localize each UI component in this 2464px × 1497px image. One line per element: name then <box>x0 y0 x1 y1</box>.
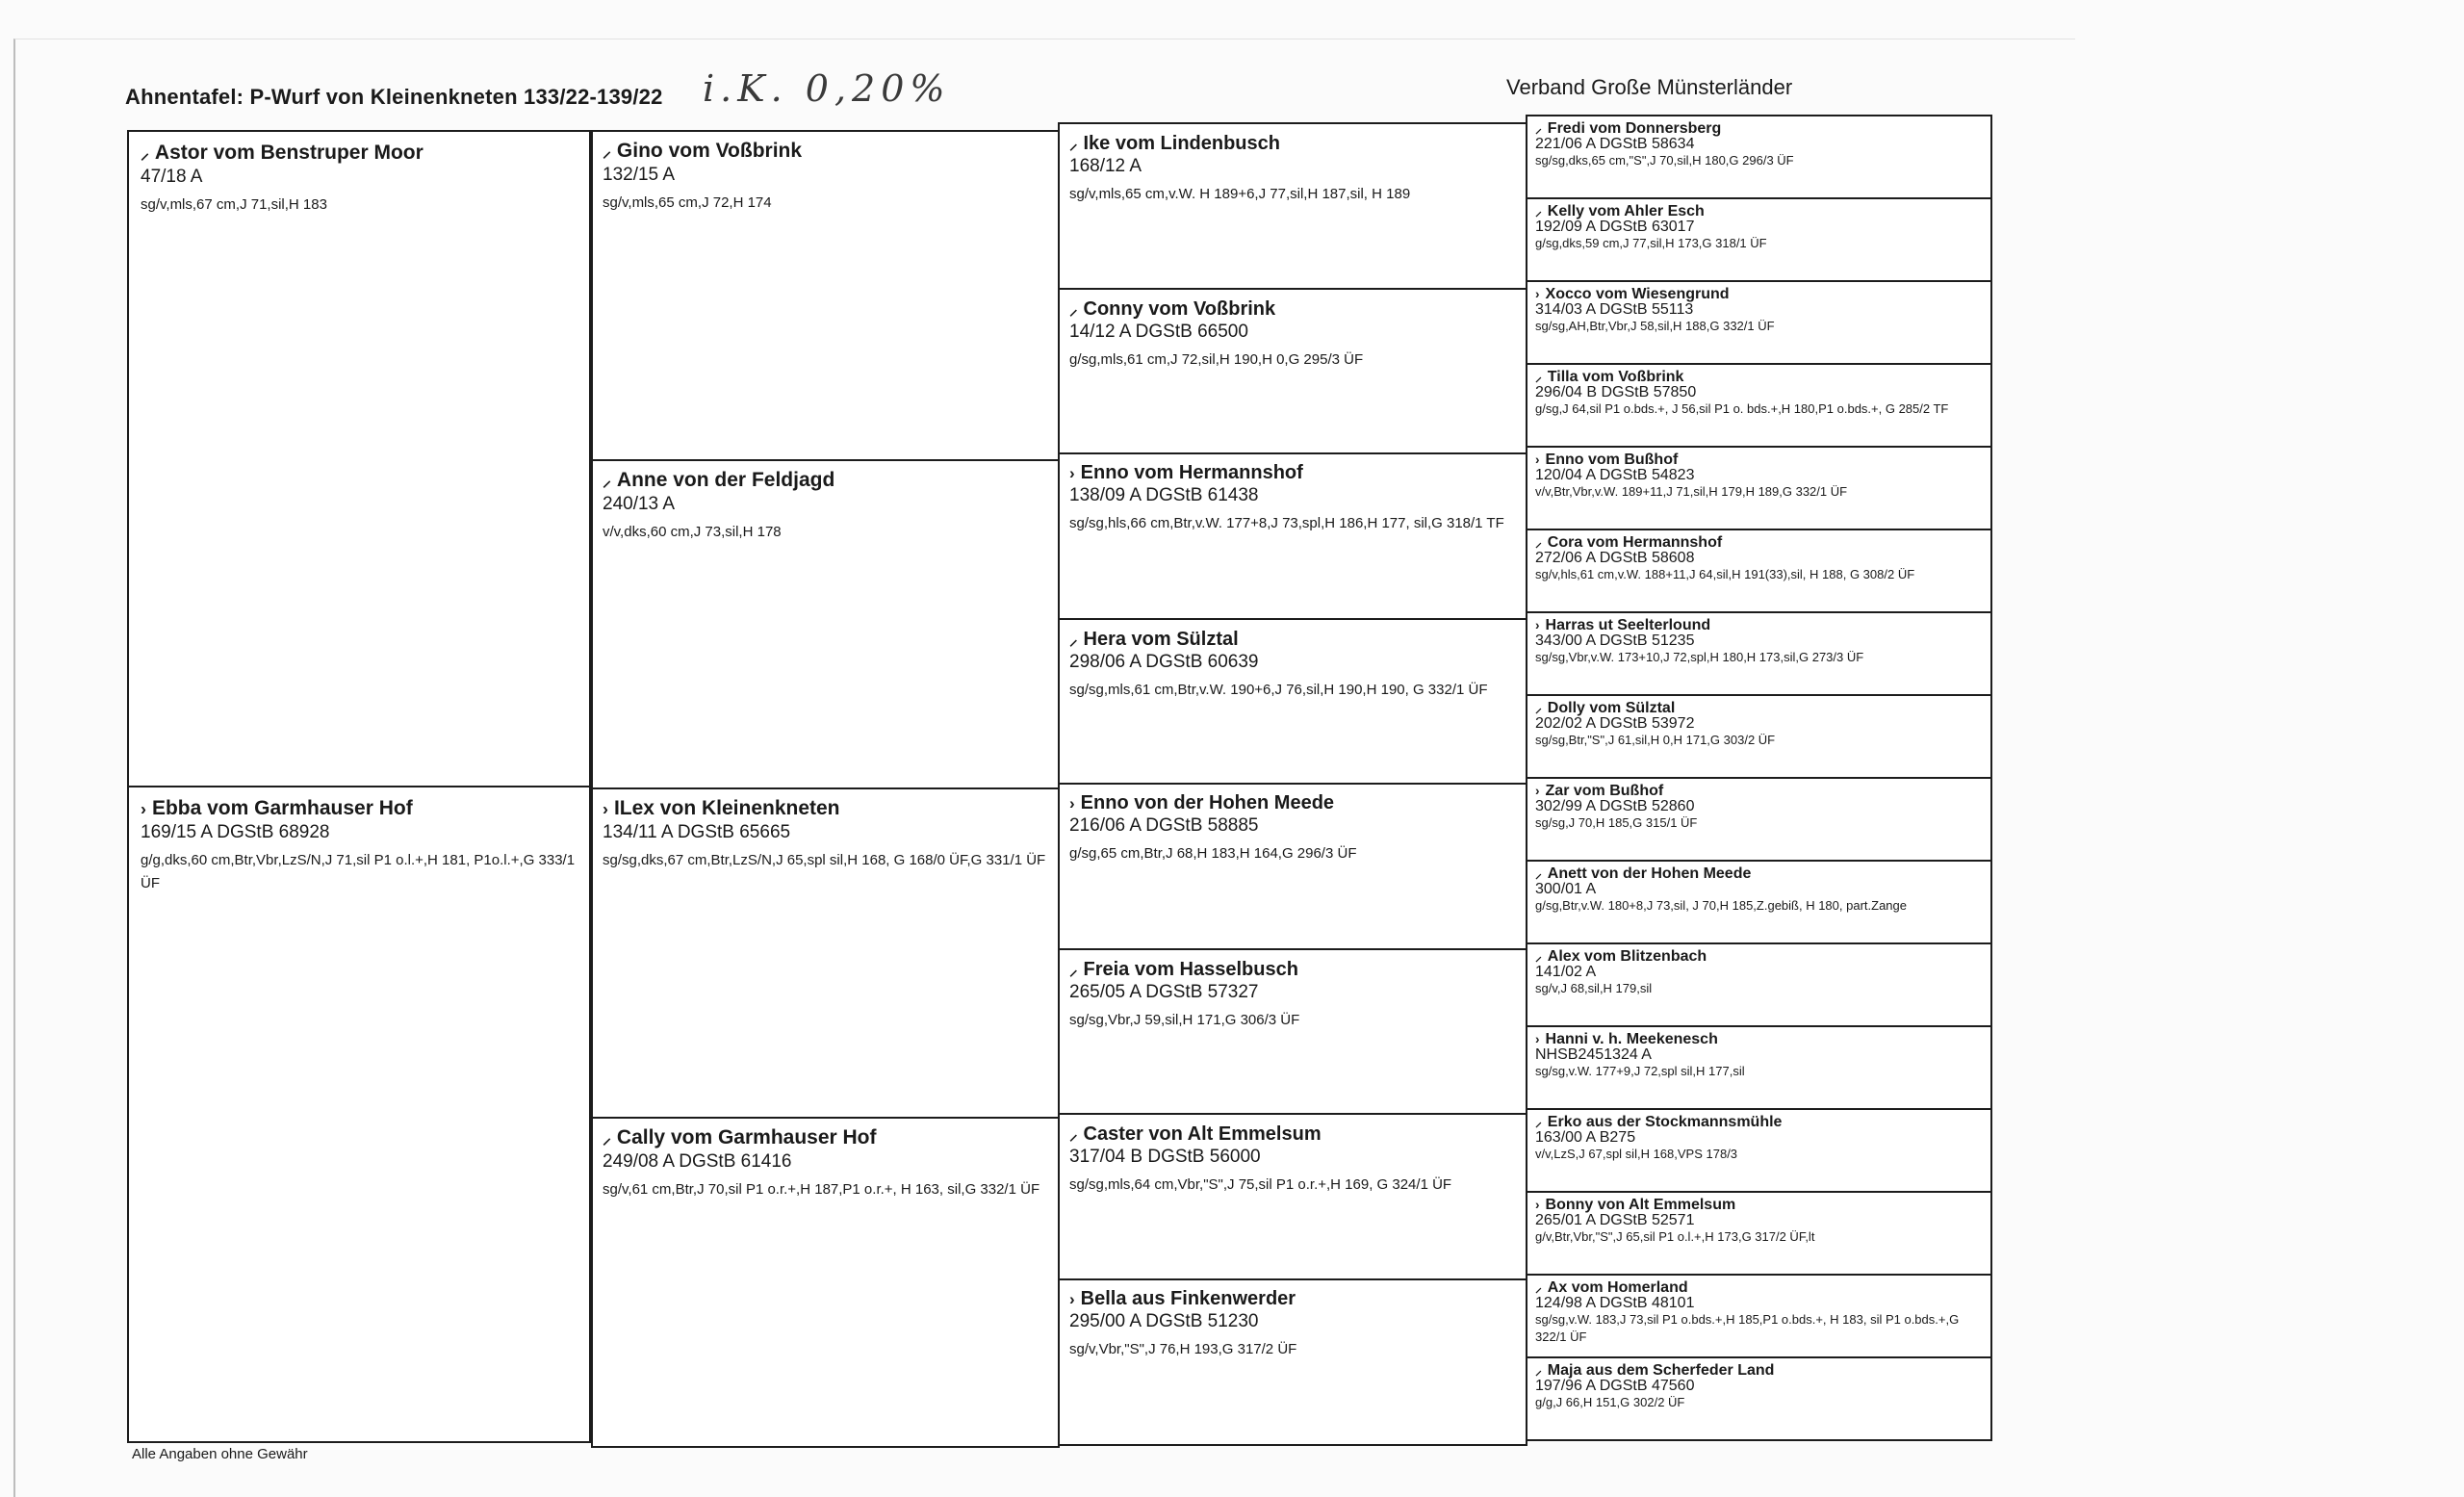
handwritten-note: i.K. 0,20% <box>703 67 951 110</box>
performance-info: sg/sg,J 70,H 185,G 315/1 ÜF <box>1535 815 1698 830</box>
great-grandparent-cell <box>1058 1113 1527 1280</box>
registration-number: 221/06 A DGStB 58634 <box>1535 136 1695 152</box>
great-grandparent-cell <box>1058 618 1527 786</box>
dog-name: ⸝ Dolly vom Sülztal <box>1535 700 1676 716</box>
registration-number: 120/04 A DGStB 54823 <box>1535 467 1695 483</box>
performance-info: v/v,dks,60 cm,J 73,sil,H 178 <box>603 524 782 540</box>
registration-number: 197/96 A DGStB 47560 <box>1535 1378 1695 1394</box>
performance-info: v/v,LzS,J 67,spl sil,H 168,VPS 178/3 <box>1535 1147 1738 1161</box>
great-great-grandparent-cell <box>1526 777 1992 862</box>
registration-number: 169/15 A DGStB 68928 <box>141 822 330 842</box>
great-grandparent-cell <box>1058 948 1527 1116</box>
performance-info: sg/sg,Vbr,v.W. 173+10,J 72,spl,H 180,H 173,sil,G 273/3 ÜF <box>1535 650 1864 664</box>
dog-name: ⸝ Kelly vom Ahler Esch <box>1535 203 1705 219</box>
performance-info: sg/v,61 cm,Btr,J 70,sil P1 o.r.+,H 187,P1 o.r.+, H 163, sil,G 332/1 ÜF <box>603 1181 1040 1198</box>
great-grandparent-cell <box>1058 122 1527 290</box>
great-great-grandparent-cell <box>1526 1025 1992 1110</box>
performance-info: sg/v,J 68,sil,H 179,sil <box>1535 981 1653 995</box>
dog-name: ⸝ Astor vom Benstruper Moor <box>141 142 424 164</box>
dog-name: › ILex von Kleinenkneten <box>603 797 840 819</box>
dog-name: ⸝ Hera vom Sülztal <box>1069 629 1239 650</box>
registration-number: 265/05 A DGStB 57327 <box>1069 982 1259 1002</box>
dog-name: ⸝ Caster von Alt Emmelsum <box>1069 1123 1322 1145</box>
registration-number: 295/00 A DGStB 51230 <box>1069 1311 1259 1331</box>
dog-name: › Xocco vom Wiesengrund <box>1535 286 1730 302</box>
dog-name: › Ebba vom Garmhauser Hof <box>141 797 413 819</box>
registration-number: 163/00 A B275 <box>1535 1129 1636 1146</box>
registration-number: 343/00 A DGStB 51235 <box>1535 632 1695 649</box>
great-great-grandparent-cell <box>1526 942 1992 1027</box>
registration-number: 141/02 A <box>1535 964 1597 980</box>
dog-name: ⸝ Gino vom Voßbrink <box>603 140 803 162</box>
performance-info: sg/sg,AH,Btr,Vbr,J 58,sil,H 188,G 332/1 ÜF <box>1535 319 1775 333</box>
dog-name: ⸝ Erko aus der Stockmannsmühle <box>1535 1114 1783 1130</box>
performance-info: sg/sg,mls,64 cm,Vbr,"S",J 75,sil P1 o.r.+,H 169, G 324/1 ÜF <box>1069 1176 1452 1193</box>
registration-number: 317/04 B DGStB 56000 <box>1069 1147 1261 1167</box>
performance-info: g/sg,dks,59 cm,J 77,sil,H 173,G 318/1 ÜF <box>1535 236 1767 250</box>
performance-info: sg/sg,Vbr,J 59,sil,H 171,G 306/3 ÜF <box>1069 1012 1300 1028</box>
registration-number: 296/04 B DGStB 57850 <box>1535 384 1697 400</box>
performance-info: g/g,dks,60 cm,Btr,Vbr,LzS/N,J 71,sil P1 o.l.+,H 181, P1o.l.+,G 333/1 ÜF <box>141 852 576 891</box>
performance-info: g/sg,Btr,v.W. 180+8,J 73,sil, J 70,H 185,Z.gebiß, H 180, part.Zange <box>1535 898 1907 913</box>
dog-name: › Zar vom Bußhof <box>1535 783 1664 799</box>
organization-name: Verband Große Münsterländer <box>1506 75 1793 99</box>
registration-number: 314/03 A DGStB 55113 <box>1535 301 1694 318</box>
dog-name: ⸝ Cora vom Hermannshof <box>1535 534 1723 551</box>
performance-info: sg/sg,hls,66 cm,Btr,v.W. 177+8,J 73,spl,H 186,H 177, sil,G 318/1 TF <box>1069 515 1504 531</box>
registration-number: 14/12 A DGStB 66500 <box>1069 322 1248 342</box>
registration-number: 124/98 A DGStB 48101 <box>1535 1295 1695 1311</box>
performance-info: sg/sg,Btr,"S",J 61,sil,H 0,H 171,G 303/2 ÜF <box>1535 733 1776 747</box>
sire-cell <box>127 130 591 787</box>
registration-number: 168/12 A <box>1069 156 1142 176</box>
dog-name: ⸝ Ike vom Lindenbusch <box>1069 133 1280 154</box>
great-grandparent-cell <box>1058 783 1527 950</box>
performance-info: sg/sg,mls,61 cm,Btr,v.W. 190+6,J 76,sil,H 190,H 190, G 332/1 ÜF <box>1069 682 1488 698</box>
great-great-grandparent-cell <box>1526 446 1992 530</box>
great-great-grandparent-cell <box>1526 611 1992 696</box>
dog-name: › Bella aus Finkenwerder <box>1069 1288 1296 1309</box>
performance-info: sg/v,Vbr,"S",J 76,H 193,G 317/2 ÜF <box>1069 1341 1297 1357</box>
dog-name: › Enno vom Bußhof <box>1535 452 1679 468</box>
performance-info: g/v,Btr,Vbr,"S",J 65,sil P1 o.l.+,H 173,G 317/2 ÜF,lt <box>1535 1229 1815 1244</box>
grandparent-cell <box>591 459 1060 790</box>
registration-number: 47/18 A <box>141 167 203 187</box>
registration-number: 132/15 A <box>603 165 676 185</box>
performance-info: sg/v,mls,65 cm,v.W. H 189+6,J 77,sil,H 187,sil, H 189 <box>1069 186 1411 202</box>
grandparent-cell <box>591 787 1060 1119</box>
great-great-grandparent-cell <box>1526 1108 1992 1193</box>
registration-number: NHSB2451324 A <box>1535 1046 1652 1063</box>
great-grandparent-cell <box>1058 1278 1527 1446</box>
registration-number: 300/01 A <box>1535 881 1597 897</box>
performance-info: sg/sg,v.W. 177+9,J 72,spl sil,H 177,sil <box>1535 1064 1745 1078</box>
performance-info: g/sg,mls,61 cm,J 72,sil,H 190,H 0,G 295/3 ÜF <box>1069 351 1364 368</box>
dam-cell <box>127 786 591 1443</box>
great-great-grandparent-cell <box>1526 363 1992 448</box>
dog-name: ⸝ Cally vom Garmhauser Hof <box>603 1126 877 1149</box>
dog-name: ⸝ Anett von der Hohen Meede <box>1535 865 1752 882</box>
dog-name: › Hanni v. h. Meekenesch <box>1535 1031 1718 1047</box>
dog-name: ⸝ Maja aus dem Scherfeder Land <box>1535 1362 1775 1379</box>
registration-number: 202/02 A DGStB 53972 <box>1535 715 1695 732</box>
great-grandparent-cell <box>1058 452 1527 620</box>
performance-info: sg/sg,dks,67 cm,Btr,LzS/N,J 65,spl sil,H 168, G 168/0 ÜF,G 331/1 ÜF <box>603 852 1046 868</box>
registration-number: 240/13 A <box>603 494 676 514</box>
disclaimer: Alle Angaben ohne Gewähr <box>132 1446 308 1462</box>
document-title: Ahnentafel: P-Wurf von Kleinenkneten 133/22-139/22 <box>125 85 663 109</box>
grandparent-cell <box>591 130 1060 461</box>
dog-name: ⸝ Ax vom Homerland <box>1535 1279 1688 1296</box>
dog-name: › Harras ut Seelterlound <box>1535 617 1711 633</box>
great-great-grandparent-cell <box>1526 860 1992 944</box>
dog-name: ⸝ Fredi vom Donnersberg <box>1535 120 1722 137</box>
performance-info: g/g,J 66,H 151,G 302/2 ÜF <box>1535 1395 1685 1409</box>
dog-name: › Enno vom Hermannshof <box>1069 462 1303 483</box>
registration-number: 272/06 A DGStB 58608 <box>1535 550 1695 566</box>
performance-info: sg/sg,v.W. 183,J 73,sil P1 o.bds.+,H 185,P1 o.bds.+, H 183, sil P1 o.bds.+,G 322/1 ÜF <box>1535 1312 1960 1344</box>
registration-number: 265/01 A DGStB 52571 <box>1535 1212 1695 1228</box>
great-grandparent-cell <box>1058 288 1527 455</box>
performance-info: g/sg,J 64,sil P1 o.bds.+, J 56,sil P1 o. bds.+,H 180,P1 o.bds.+, G 285/2 TF <box>1535 401 1949 416</box>
dog-name: ⸝ Anne von der Feldjagd <box>603 469 835 491</box>
performance-info: sg/v,mls,65 cm,J 72,H 174 <box>603 194 772 211</box>
great-great-grandparent-cell <box>1526 1191 1992 1276</box>
registration-number: 134/11 A DGStB 65665 <box>603 822 791 842</box>
registration-number: 302/99 A DGStB 52860 <box>1535 798 1695 814</box>
performance-info: v/v,Btr,Vbr,v.W. 189+11,J 71,sil,H 179,H 189,G 332/1 ÜF <box>1535 484 1848 499</box>
dog-name: › Bonny von Alt Emmelsum <box>1535 1197 1736 1213</box>
performance-info: sg/sg,dks,65 cm,"S",J 70,sil,H 180,G 296/3 ÜF <box>1535 153 1794 168</box>
great-great-grandparent-cell <box>1526 529 1992 613</box>
great-great-grandparent-cell <box>1526 197 1992 282</box>
great-great-grandparent-cell <box>1526 1356 1992 1441</box>
performance-info: sg/v,hls,61 cm,v.W. 188+11,J 64,sil,H 191(33),sil, H 188, G 308/2 ÜF <box>1535 567 1915 581</box>
performance-info: g/sg,65 cm,Btr,J 68,H 183,H 164,G 296/3 ÜF <box>1069 845 1357 862</box>
grandparent-cell <box>591 1117 1060 1448</box>
registration-number: 192/09 A DGStB 63017 <box>1535 219 1695 235</box>
dog-name: ⸝ Conny vom Voßbrink <box>1069 298 1276 320</box>
great-great-grandparent-cell <box>1526 694 1992 779</box>
registration-number: 216/06 A DGStB 58885 <box>1069 815 1259 836</box>
dog-name: ⸝ Alex vom Blitzenbach <box>1535 948 1707 965</box>
dog-name: ⸝ Freia vom Hasselbusch <box>1069 959 1298 980</box>
registration-number: 249/08 A DGStB 61416 <box>603 1151 792 1172</box>
great-great-grandparent-cell <box>1526 1274 1992 1358</box>
great-great-grandparent-cell <box>1526 115 1992 199</box>
great-great-grandparent-cell <box>1526 280 1992 365</box>
registration-number: 138/09 A DGStB 61438 <box>1069 485 1259 505</box>
registration-number: 298/06 A DGStB 60639 <box>1069 652 1259 672</box>
performance-info: sg/v,mls,67 cm,J 71,sil,H 183 <box>141 196 327 213</box>
dog-name: › Enno von der Hohen Meede <box>1069 792 1335 813</box>
dog-name: ⸝ Tilla vom Voßbrink <box>1535 369 1684 385</box>
